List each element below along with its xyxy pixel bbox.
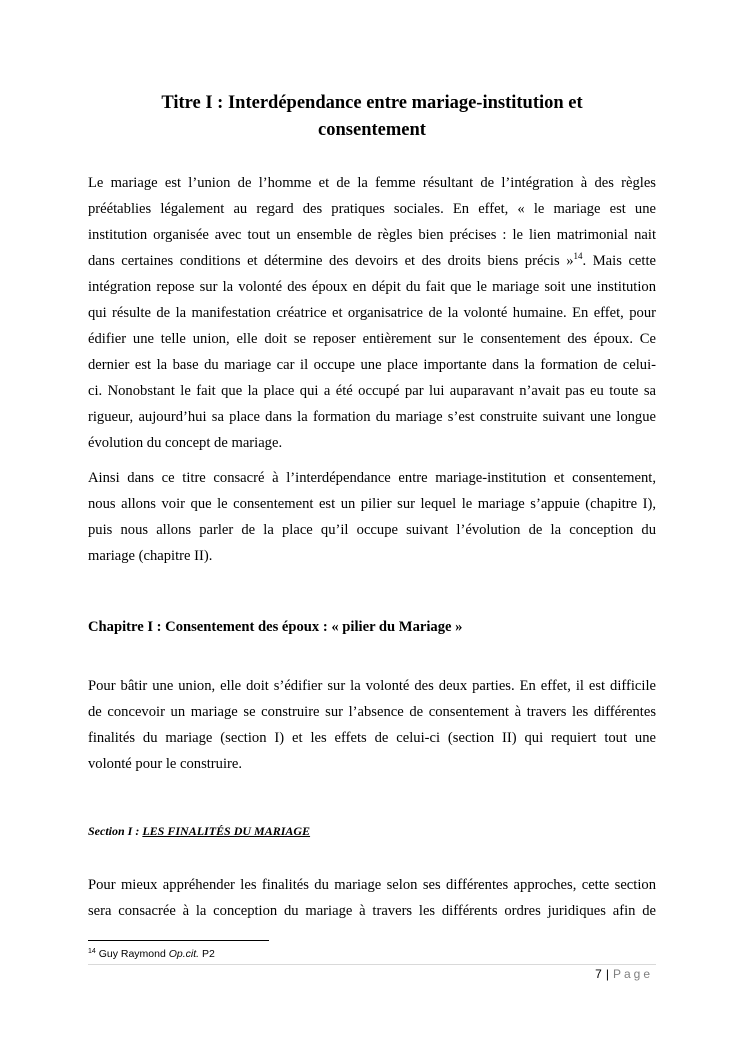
text-line: rigueur, aujourd’hui sa place dans la formation du mariage s’est construite suivant une longue [88,409,656,425]
plan-paragraph [88,465,656,569]
section-prefix: Section I : [88,824,143,838]
section-intro-paragraph [88,872,656,924]
chapter-heading: Chapitre I : Consentement des époux : « pilier du Mariage » [88,619,463,635]
text-line: finalités du mariage (section I) et les effets de celui-ci (section II) qui requiert tout une [88,730,656,746]
section-heading [88,824,310,839]
text-line: mariage (chapitre II). [88,548,213,564]
footer-divider [88,964,656,965]
text-line: ci. Nonobstant le fait que la place qui a été occupé par lui auparavant n’avait pas eu toute sa [88,383,656,399]
text-line: puis nous allons parler de la place qu’il occupe suivant l’évolution de la conception du [88,522,656,538]
text-line: évolution du concept de mariage. [88,435,283,451]
chapter-intro-paragraph [88,673,656,777]
footnote-page: P2 [199,948,215,960]
section-title: LES FINALITÉS DU MARIAGE [142,824,311,838]
footnote [88,948,215,960]
text-line: préétablies légalement au regard des pratiques sociales. En effet, « le mariage est une [88,201,656,217]
page-title [88,90,656,144]
text-segment: . Mais cette [582,253,656,269]
text-line: institution organisée avec tout un ensemble de règles bien précises : le lien matrimonial nait [88,227,656,243]
text-line: Pour mieux appréhender les finalités du mariage selon ses différentes approches, cette section [88,877,656,893]
footnote-number: 14 [88,948,96,955]
footnote-ref: Op.cit. [168,948,200,960]
text-line: intégration repose sur la volonté des époux en dépit du fait que le mariage soit une institution [88,279,656,295]
page-label: Page [612,967,653,981]
text-line: de concevoir un mariage se construire sur l’absence de consentement à travers les différentes [88,704,656,720]
text-line-with-footnote [88,248,656,274]
title-line-1: Titre I : Interdépendance entre mariage-institution et [161,93,583,113]
text-line: dernier est la base du mariage car il occupe une place importante dans la formation de celui- [88,357,656,373]
text-line: Le mariage est l’union de l’homme et de la femme résultant de l’intégration à des règles [88,175,656,191]
footnote-reference[interactable]: 14 [573,251,583,261]
text-line: Pour bâtir une union, elle doit s’édifier sur la volonté des deux parties. En effet, il est difficile [88,678,656,694]
text-line: Ainsi dans ce titre consacré à l’interdépendance entre mariage-institution et consentement, [88,470,656,486]
footer-separator: | [605,967,609,981]
text-line: volonté pour le construire. [88,756,243,772]
text-line: nous allons voir que le consentement est un pilier sur lequel le mariage s’appuie (chapitre I), [88,496,656,512]
footnote-author: Guy Raymond [95,948,169,960]
page-footer [595,967,653,981]
title-line-2: consentement [318,120,426,140]
text-segment: dans certaines conditions et détermine des devoirs et des droits biens précis » [88,253,574,269]
page-number: 7 [595,967,602,981]
intro-paragraph [88,170,656,456]
footnote-separator [88,940,269,941]
text-line: qui résulte de la manifestation créatrice et organisatrice de la volonté humaine. En effet, pour [88,305,656,321]
text-line: sera consacrée à la conception du mariage à travers les différents ordres juridiques afin de [88,903,656,919]
text-line: édifier une telle union, elle doit se reposer entièrement sur le consentement des époux. Ce [88,331,656,347]
